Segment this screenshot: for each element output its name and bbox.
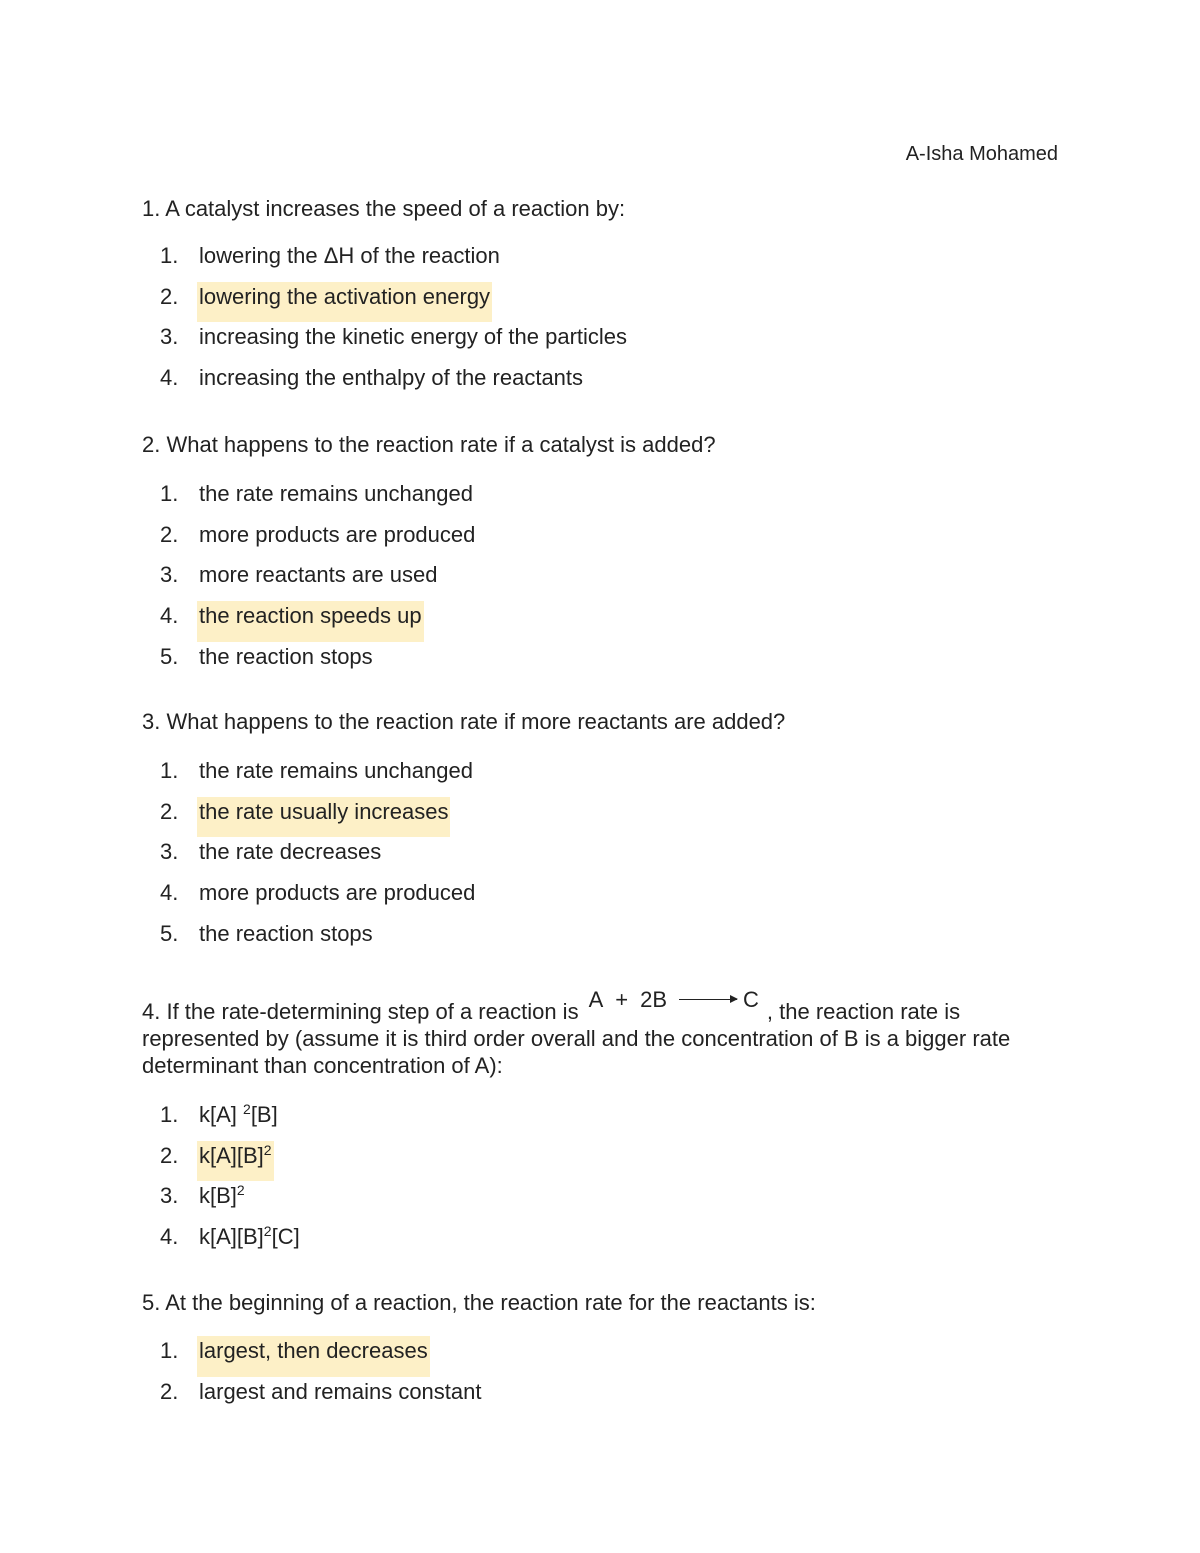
answer-option: 2. more products are produced xyxy=(160,521,476,547)
right-arrow-icon xyxy=(679,999,737,1000)
question-5-answers xyxy=(160,1336,484,1417)
answer-option: 4. more products are produced xyxy=(160,880,476,906)
answer-option-highlighted: 2. the rate usually increases xyxy=(160,797,477,838)
question-1-text: 1. A catalyst increases the speed of a reaction by: xyxy=(142,196,626,221)
answer-option: 3. the rate decreases xyxy=(160,839,382,865)
answer-option-highlighted: 2. lowering the activation energy xyxy=(160,282,629,323)
answer-option-highlighted: 4. the reaction speeds up xyxy=(160,601,477,642)
answer-option: 3. $k[B]^2$ xyxy=(160,1182,245,1209)
answer-option: 2. largest and remains constant xyxy=(160,1378,482,1404)
answer-option-highlighted: 2. $k[A][B]^2$ xyxy=(160,1141,302,1182)
answer-option: 1. the rate remains unchanged xyxy=(160,758,473,783)
question-2-text: 2. What happens to the reaction rate if a catalyst is added? xyxy=(142,432,716,457)
question-4-text: 4. If the rate-determining step of a reaction is A + 2B C , the reaction rate is represented by (assume it is third order overall and the concentration of B is a bigger rate determinant than concentration of A): xyxy=(142,987,1011,1078)
answer-option: 1. lowering the ΔH of the reaction xyxy=(160,243,500,268)
answer-option: 4. $k[A][B]^2[C]$ xyxy=(160,1223,300,1250)
question-3-answers xyxy=(160,756,477,959)
answer-option: 1. the rate remains unchanged xyxy=(160,481,473,506)
question-2-answers xyxy=(160,479,477,682)
answer-option-highlighted: 1. largest, then decreases xyxy=(160,1336,484,1377)
answer-option: 4. increasing the enthalpy of the reactants xyxy=(160,365,584,391)
answer-option: 5. the reaction stops xyxy=(160,920,373,946)
question-4-answers xyxy=(160,1100,302,1263)
answer-option: 1. k[A] $^2$[B] xyxy=(160,1101,278,1127)
answer-option: 3. increasing the kinetic energy of the particles xyxy=(160,324,628,350)
reaction-equation: A + 2B C xyxy=(588,987,759,1012)
answer-option: 3. more reactants are used xyxy=(160,562,438,588)
answer-option: 5. the reaction stops xyxy=(160,643,373,669)
author-name: A-Isha Mohamed xyxy=(905,143,1058,165)
question-3-text: 3. What happens to the reaction rate if more reactants are added? xyxy=(142,709,786,734)
question-1-answers xyxy=(160,241,629,404)
question-5-text: 5. At the beginning of a reaction, the reaction rate for the reactants is: xyxy=(142,1290,816,1315)
